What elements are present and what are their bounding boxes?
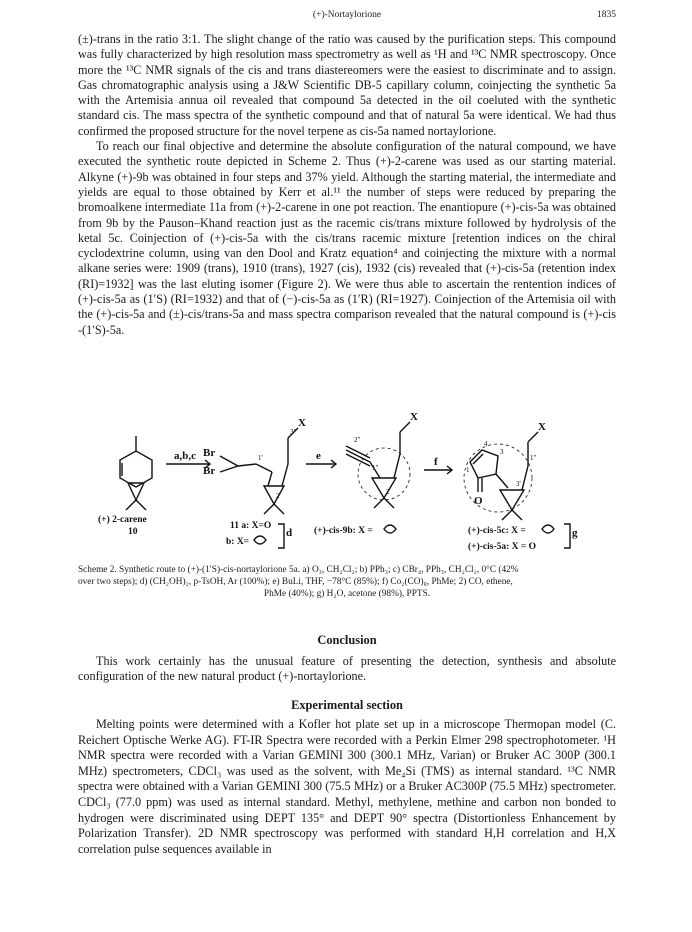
- conclusion-heading: Conclusion: [317, 633, 377, 647]
- chain-bond-2: [268, 472, 272, 486]
- cp-ring-11: [264, 486, 284, 504]
- enone-double-bond: [473, 454, 483, 464]
- reaction-scheme: [78, 408, 616, 560]
- gem-methyl-5a: [502, 510, 512, 520]
- reagent-abc: a,b,c: [174, 450, 196, 462]
- experimental-section: [78, 717, 616, 857]
- vinyl-bond: [238, 464, 256, 466]
- experimental-text: Melting points were determined with a Kofler hot plate set up in a microscope Thermopan model (C. Reichert Optische Werke AG). FT-IR Spectra were recorded with a Perkin Elmer 298 spectrophotometer. ¹H NMR spectra were recorded with a Varian GEMINI 300 (300.1 MHz, Varian) or Bruker AC 300P (300.1 MHz) spectrometers, CDCl₃ was used as the solvent, with Me₄Si (TMS) as internal standard. ¹³C NMR spectra were obtained with a Varian GEMINI 300 (75.5 MHz) or a Bruker AC300P (75.5 MHz) spectrometer. CDCl₃ (77.0 ppm) was used as internal standard. Methyl, methylene, methine and carbon non bonded to hydrogen were discriminated using DEPT 135° and DEPT 90° spectra (Distortionless Enhancement by Polarization Transfer). 2D NMR spectroscopy was performed with standard H,H correlation and H,X correlation pulse sequences available in: [78, 717, 616, 856]
- x-label-9b: X: [410, 411, 418, 423]
- reagent-d: d: [286, 527, 293, 539]
- compound-9b-label: (+)-cis-9b: X =: [314, 526, 373, 536]
- gem-methyl-a: [126, 500, 136, 510]
- scheme-2-figure: [78, 408, 616, 560]
- reagent-f: f: [434, 456, 438, 468]
- main-text: [78, 32, 616, 338]
- locant-2p-11: 2': [276, 492, 281, 500]
- cp-ring-5: [500, 490, 524, 510]
- gem-methyl-11a: [264, 504, 274, 514]
- br-label-1: Br: [203, 447, 216, 459]
- x-label-5: X: [538, 421, 546, 433]
- locant-1pp-5: 1": [530, 454, 537, 462]
- reagent-g: g: [572, 527, 578, 539]
- running-title: (+)-Nortaylorione: [312, 10, 382, 20]
- running-header: [78, 10, 616, 24]
- bracket-g: [564, 524, 570, 548]
- gem-methyl-5b: [512, 510, 522, 520]
- page-number: 1835: [597, 10, 616, 20]
- carene-ring: [120, 451, 152, 487]
- compound-5c-label: (+)-cis-5c: X =: [468, 526, 526, 536]
- experimental-heading: Experimental section: [291, 698, 403, 712]
- locant-2pp-9b: 2": [354, 436, 361, 444]
- x-label-11: X: [298, 417, 306, 429]
- caption-line-2: over two steps); d) (CH₂OH)₂, p-TsOH, Ar (100%); e) BuLi, THF, −78°C (85%); f) Co₂(CO)₈, PhMe; 2) CO, ethene,: [78, 577, 513, 588]
- alkyne-chain-2: [394, 454, 400, 478]
- br-label-2: Br: [203, 465, 216, 477]
- conclusion-text: This work certainly has the unusual feature of presenting the detection, synthesis and absolute configuration of the new natural product (+)-nortaylorione.: [78, 654, 616, 684]
- caption-line-3: PhMe (40%); g) H₂O, acetone (98%), PPTS.: [263, 589, 431, 600]
- side-chain-1: [522, 466, 528, 490]
- gem-methyl-b: [136, 500, 146, 510]
- side-chain-x: [528, 432, 538, 442]
- ketal-icon-9b: [384, 525, 396, 533]
- locant-4-5: 4: [484, 440, 488, 448]
- scheme-caption: [78, 564, 616, 601]
- locant-3pp-11: 3": [290, 428, 297, 436]
- compound-5a-label: (+)-cis-5a: X = O: [468, 542, 537, 552]
- compound-10-name: (+) 2-carene: [98, 515, 147, 525]
- ring-link: [496, 474, 508, 488]
- compound-11a-label: 11 a: X=O: [230, 521, 272, 531]
- cp-ring-9b: [372, 478, 396, 498]
- ketal-icon-11b: [254, 536, 266, 544]
- paragraph-2: To reach our final objective and determine the absolute configuration of the natural compound, we have executed the synthetic route depicted in Scheme 2. Thus (+)-2-carene was used as our starting material. Alkyne (+)-9b was obtained in four steps and 37% yield. Although the starting material, the intermediate and yields are equal to those obtained by Kerr et al.¹¹ the number of steps were reduced by preparing the bromoalkene intermediate 11a from (+)-2-carene in one pot reaction. The enantiopure (+)-cis-5a was obtained from 9b by the Pauson–Khand reaction just as the racemic cis/trans mixture followed by hydrolysis of the ketal 5c. Coinjection of (+)-cis-5a with the cis/trans racemic mixture [retention indices on the chiral cyclodextrine column, using van den Dool and Kratz equation⁴ and coinjecting the mixture with a normal alkane series were: 1909 (trans), 1910 (trans), 1927 (cis), 1932 (cis) revealed that (+)-cis-5a (retention index (RI)=1932] was the last eluting isomer (Figure 2). We were thus able to ascertain the rentention indices of (+)-cis-5a as (1′S) (RI=1932) and that of (−)-cis-5a as (1′R) (RI=1927). Coinjection of the Artemisia oil with the (+)-cis-5a and (±)-cis/trans-5a and mass spectra comparison revealed that the natural compound is (+)-cis -(1′S)-5a.: [78, 139, 616, 337]
- paragraph-1: (±)-trans in the ratio 3:1. The slight change of the ratio was caused by the purification steps. This compound was fully characterized by high resolution mass spectrometry as well as ¹H and ¹³C NMR spectroscopy. Once more the ¹³C NMR signals of the cis and trans diastereomers were the easiest to discriminate and to assign. Gas chromatographic analysis using a J&W Scientific DB-5 capillary column, coinjecting the synthetic 5a with the Artemisia annua oil revealed that compound 5a detected in the oil coeluted with the synthetic standard cis. The mass spectra of the synthetic compound and that of natural 5a were identical. We had thus confirmed the proposed structure for the novel terpene as cis-5a named nortaylorione.: [78, 32, 616, 138]
- alkyne-chain-x: [400, 422, 410, 432]
- chain-bond-1: [256, 464, 272, 472]
- gem-methyl-9a: [374, 498, 384, 508]
- ketal-icon-5c: [542, 525, 554, 533]
- bracket-d: [278, 524, 284, 548]
- locant-1-5: 1: [466, 466, 470, 474]
- carene-cyclopropane: [128, 483, 144, 500]
- caption-line-1: Scheme 2. Synthetic route to (+)-(1′S)-cis-nortaylorione 5a. a) O₃, CH₂Cl₂; b) PPh₃; c) CBr₄, PPh₃, CH₂Cl₂, 0°C (42%: [78, 565, 519, 575]
- br-bond-1: [220, 456, 238, 466]
- chain-bond-3: [282, 464, 288, 486]
- locant-3-5: 3: [500, 448, 504, 456]
- compound-11b-label: b: X=: [226, 537, 250, 547]
- locant-1p-11: 1': [258, 454, 263, 462]
- locant-1pp-9b: 1": [372, 464, 379, 472]
- gem-methyl-11b: [274, 504, 284, 514]
- o-label-5: O: [474, 495, 483, 507]
- reagent-e: e: [316, 450, 321, 462]
- locant-2-9b: 2: [386, 488, 390, 496]
- locant-3p-5: 3': [516, 480, 521, 488]
- compound-10-number: 10: [128, 527, 138, 537]
- gem-methyl-9b: [384, 498, 394, 508]
- br-bond-2: [220, 466, 238, 472]
